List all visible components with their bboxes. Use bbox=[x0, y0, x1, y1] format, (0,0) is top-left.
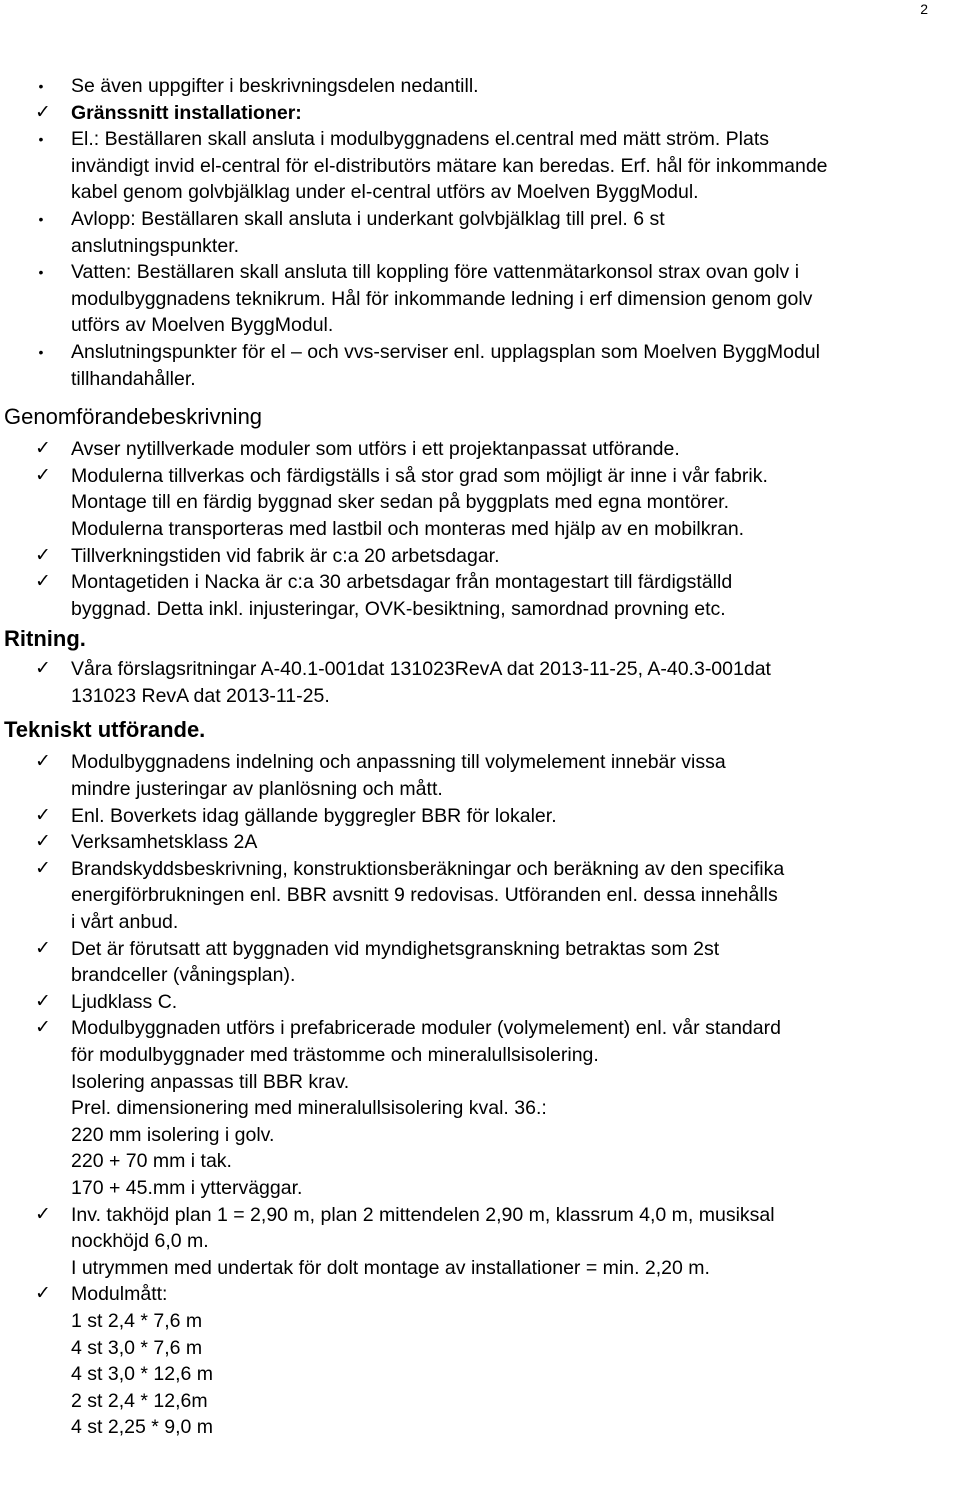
list-item-line: Isolering anpassas till BBR krav. bbox=[71, 1070, 350, 1093]
checkmark-icon: ✓ bbox=[35, 990, 51, 1012]
list-item-line: nockhöjd 6,0 m. bbox=[71, 1230, 209, 1253]
list-item-line: Enl. Boverkets idag gällande byggregler BBR för lokaler. bbox=[71, 804, 557, 827]
bullet-icon: • bbox=[38, 210, 44, 227]
list-item-line: mindre justeringar av planlösning och mått. bbox=[71, 778, 443, 801]
list-item bbox=[0, 989, 950, 1016]
list-item-line: kabel genom golvbjälklag under el-central utförs av Moelven ByggModul. bbox=[71, 181, 699, 204]
checkmark-icon: ✓ bbox=[35, 464, 51, 486]
list-item-line: modulbyggnadens teknikrum. Hål för inkommande ledning i erf dimension genom golv bbox=[71, 287, 813, 310]
list-item-line: Tillverkningstiden vid fabrik är c:a 20 arbetsdagar. bbox=[71, 544, 500, 567]
list-item-line: energiförbrukningen enl. BBR avsnitt 9 redovisas. Utföranden enl. dessa innehålls bbox=[71, 884, 778, 907]
list-item-line: Modulmått: bbox=[71, 1283, 168, 1306]
list-item bbox=[0, 100, 950, 127]
list-item-line: 2 st 2,4 * 12,6m bbox=[71, 1389, 208, 1412]
list-item-line: Brandskyddsbeskrivning, konstruktionsberäkningar och beräkning av den specifika bbox=[71, 857, 785, 880]
list-item bbox=[0, 339, 950, 392]
list-item-line: anslutningspunkter. bbox=[71, 234, 240, 257]
list-item-line: i vårt anbud. bbox=[71, 911, 179, 934]
list-item bbox=[0, 259, 950, 339]
list-item bbox=[0, 126, 950, 206]
list-item-line: byggnad. Detta inkl. injusteringar, OVK-besiktning, samordnad provning etc. bbox=[71, 597, 726, 620]
page-number: 2 bbox=[920, 1, 928, 17]
bullet-icon: • bbox=[38, 131, 44, 148]
list-item bbox=[0, 1015, 950, 1201]
list-item bbox=[0, 463, 950, 543]
list-item-line: Vatten: Beställaren skall ansluta till koppling före vattenmätarkonsol strax ovan golv i bbox=[71, 261, 800, 284]
document-body bbox=[0, 73, 950, 1441]
heading-genomforande: Genomförandebeskrivning bbox=[4, 404, 263, 430]
list-item-line: Montagetiden i Nacka är c:a 30 arbetsdagar från montagestart till färdigställd bbox=[71, 571, 733, 594]
list-item bbox=[0, 569, 950, 622]
list-item-line: 170 + 45.mm i ytterväggar. bbox=[71, 1176, 303, 1199]
list-item bbox=[0, 936, 950, 989]
checkmark-icon: ✓ bbox=[35, 831, 51, 853]
list-item-line: tillhandahåller. bbox=[71, 367, 196, 390]
checkmark-icon: ✓ bbox=[35, 937, 51, 959]
section-tekniskt bbox=[0, 749, 950, 1440]
list-item-line: utförs av Moelven ByggModul. bbox=[71, 314, 334, 337]
list-item-line: 220 mm isolering i golv. bbox=[71, 1123, 275, 1146]
list-item-line: Montage till en färdig byggnad sker sedan på byggplats med egna montörer. bbox=[71, 491, 730, 514]
list-item-line: 1 st 2,4 * 7,6 m bbox=[71, 1309, 203, 1332]
list-item-line: Det är förutsatt att byggnaden vid myndighetsgranskning betraktas som 2st bbox=[71, 937, 720, 960]
list-item bbox=[0, 856, 950, 936]
list-item bbox=[0, 656, 950, 709]
list-item-line: Avlopp: Beställaren skall ansluta i underkant golvbjälklag till prel. 6 st bbox=[71, 207, 665, 230]
checkmark-icon: ✓ bbox=[35, 544, 51, 566]
list-item-line: Gränssnitt installationer: bbox=[71, 101, 302, 124]
list-item bbox=[0, 543, 950, 570]
bullet-icon: • bbox=[38, 78, 44, 94]
list-item-line: Verksamhetsklass 2A bbox=[71, 831, 258, 854]
list-item bbox=[0, 749, 950, 802]
list-item-line: Se även uppgifter i beskrivningsdelen nedantill. bbox=[71, 75, 479, 97]
checkmark-icon: ✓ bbox=[35, 751, 51, 773]
list-item bbox=[0, 1202, 950, 1282]
section-ritning bbox=[0, 656, 950, 709]
list-item-line: Avser nytillverkade moduler som utförs i ett projektanpassat utförande. bbox=[71, 438, 680, 461]
list-item-line: 131023 RevA dat 2013-11-25. bbox=[71, 684, 330, 707]
list-item bbox=[0, 436, 950, 463]
checkmark-icon: ✓ bbox=[35, 1283, 51, 1305]
list-item bbox=[0, 829, 950, 856]
checkmark-icon: ✓ bbox=[35, 571, 51, 593]
heading-ritning: Ritning. bbox=[4, 626, 86, 652]
list-item-line: Modulbyggnaden utförs i prefabricerade moduler (volymelement) enl. vår standard bbox=[71, 1017, 781, 1040]
list-item-line: Modulbyggnadens indelning och anpassning till volymelement innebär vissa bbox=[71, 751, 726, 774]
list-item-line: I utrymmen med undertak för dolt montage av installationer = min. 2,20 m. bbox=[71, 1256, 710, 1279]
checkmark-icon: ✓ bbox=[35, 857, 51, 879]
checkmark-icon: ✓ bbox=[35, 1203, 51, 1225]
checkmark-icon: ✓ bbox=[35, 804, 51, 826]
list-item-line: Modulerna transporteras med lastbil och monteras med hjälp av en mobilkran. bbox=[71, 517, 745, 540]
list-item-line: Inv. takhöjd plan 1 = 2,90 m, plan 2 mittendelen 2,90 m, klassrum 4,0 m, musiksal bbox=[71, 1203, 775, 1226]
section-installation bbox=[0, 73, 950, 392]
list-item-line: Våra förslagsritningar A-40.1-001dat 131023RevA dat 2013-11-25, A-40.3-001dat bbox=[71, 658, 771, 681]
bullet-icon: • bbox=[38, 264, 44, 281]
section-genomforande bbox=[0, 436, 950, 622]
list-item-line: invändigt invid el-central för el-distributörs mätare kan beredas. Erf. hål för inkommande bbox=[71, 154, 828, 177]
list-item-line: 220 + 70 mm i tak. bbox=[71, 1150, 232, 1173]
list-item-line: 4 st 3,0 * 7,6 m bbox=[71, 1336, 203, 1359]
heading-tekniskt: Tekniskt utförande. bbox=[4, 717, 206, 743]
list-item bbox=[0, 1281, 950, 1441]
list-item-line: 4 st 3,0 * 12,6 m bbox=[71, 1363, 213, 1386]
checkmark-icon: ✓ bbox=[35, 658, 51, 680]
checkmark-icon: ✓ bbox=[35, 438, 51, 460]
list-item bbox=[0, 206, 950, 259]
bullet-icon: • bbox=[38, 343, 44, 360]
list-item-line: Ljudklass C. bbox=[71, 990, 178, 1013]
list-item-line: för modulbyggnader med trästomme och mineralullsisolering. bbox=[71, 1044, 599, 1066]
list-item-line: Anslutningspunkter för el – och vvs-serviser enl. upplagsplan som Moelven ByggModul bbox=[71, 340, 820, 363]
list-item-line: El.: Beställaren skall ansluta i modulbyggnadens el.central med mätt ström. Plats bbox=[71, 128, 770, 151]
list-item bbox=[0, 803, 950, 830]
list-item-line: Prel. dimensionering med mineralullsisolering kval. 36.: bbox=[71, 1097, 547, 1120]
list-item-line: 4 st 2,25 * 9,0 m bbox=[71, 1416, 213, 1439]
list-item bbox=[0, 73, 950, 100]
checkmark-icon: ✓ bbox=[35, 101, 51, 123]
checkmark-icon: ✓ bbox=[35, 1017, 51, 1039]
list-item-line: Modulerna tillverkas och färdigställs i så stor grad som möjligt är inne i vår fabrik. bbox=[71, 464, 768, 487]
list-item-line: brandceller (våningsplan). bbox=[71, 964, 296, 987]
